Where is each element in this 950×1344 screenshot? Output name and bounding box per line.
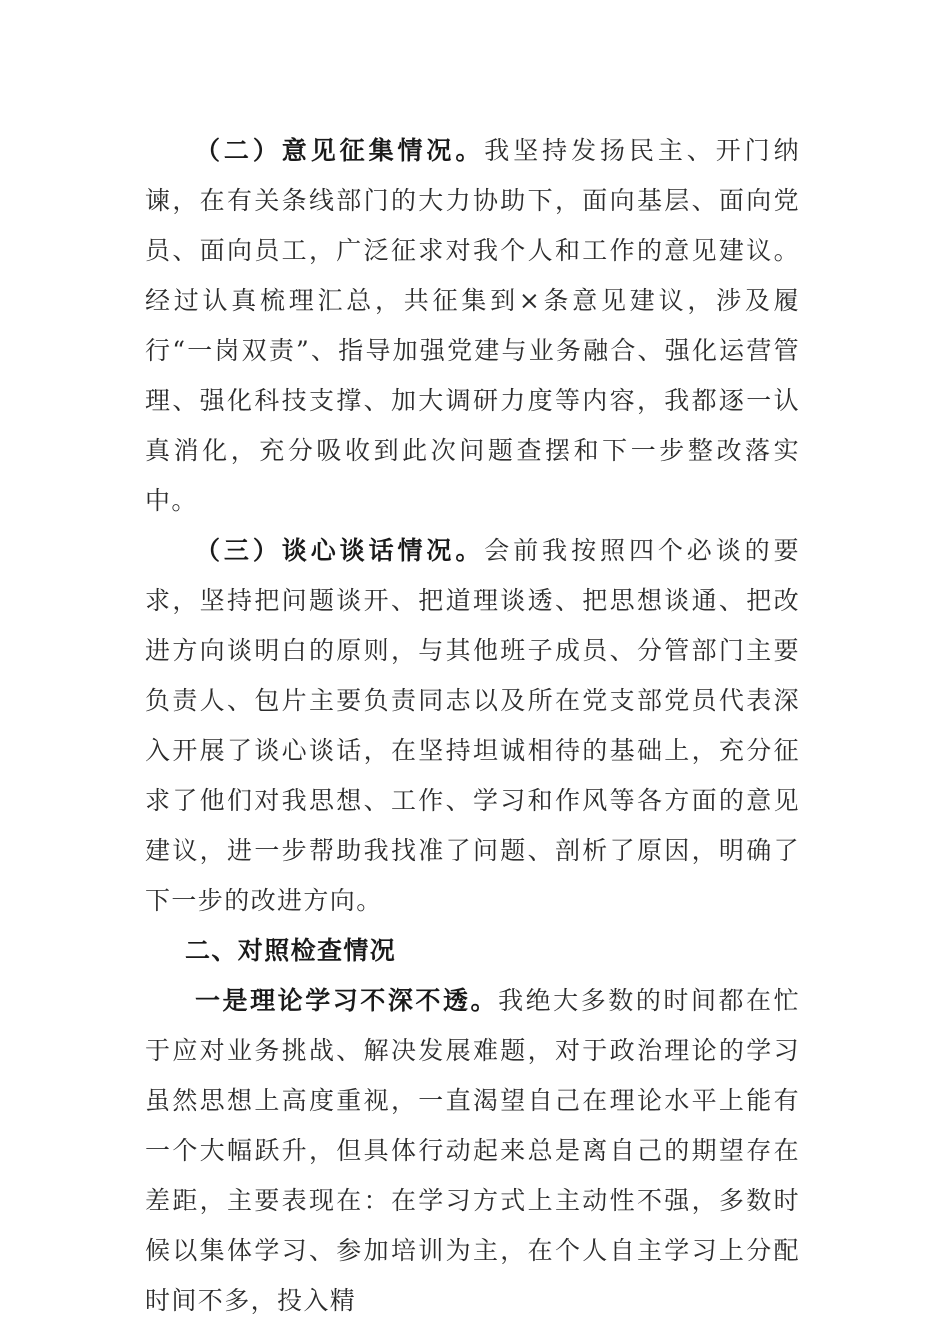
paragraph-text: 我绝大多数的时间都在忙于应对业务挑战、解决发展难题，对于政治理论的学习虽然思想上高度重视，一直渴望自己在理论水平上能有一个大幅跃升，但具体行动起来总是离自己的期望存在差距，主要表现在：在学习方式上主动性不强，多数时候以集体学习、参加培训为主，在个人自主学习上分配时间不多，投入精 [145, 986, 800, 1315]
paragraph-heading: （三）谈心谈话情况。 [195, 536, 485, 565]
paragraph-text: 我坚持发扬民主、开门纳谏，在有关条线部门的大力协助下，面向基层、面向党员、面向员工，广泛征求对我个人和工作的意见建议。经过认真梳理汇总，共征集到×条意见建议，涉及履行“一岗双责”、指导加强党建与业务融合、强化运营管理、强化科技支撑、加大调研力度等内容，我都逐一认真消化，充分吸收到此次问题查摆和下一步整改落实中。 [145, 136, 800, 515]
paragraph-theory-study [145, 976, 800, 1326]
paragraph-opinion-collection [145, 126, 800, 526]
paragraph-heart-to-heart-talks [145, 526, 800, 926]
section-heading: 二、对照检查情况 [185, 936, 397, 965]
paragraph-heading: 一是理论学习不深不透。 [195, 986, 499, 1015]
document-body [145, 126, 800, 1326]
paragraph-heading: （二）意见征集情况。 [195, 136, 485, 165]
paragraph-text: 会前我按照四个必谈的要求，坚持把问题谈开、把道理谈透、把思想谈通、把改进方向谈明白的原则，与其他班子成员、分管部门主要负责人、包片主要负责同志以及所在党支部党员代表深入开展了谈心谈话，在坚持坦诚相待的基础上，充分征求了他们对我思想、工作、学习和作风等各方面的意见建议，进一步帮助我找准了问题、剖析了原因，明确了下一步的改进方向。 [145, 536, 800, 915]
